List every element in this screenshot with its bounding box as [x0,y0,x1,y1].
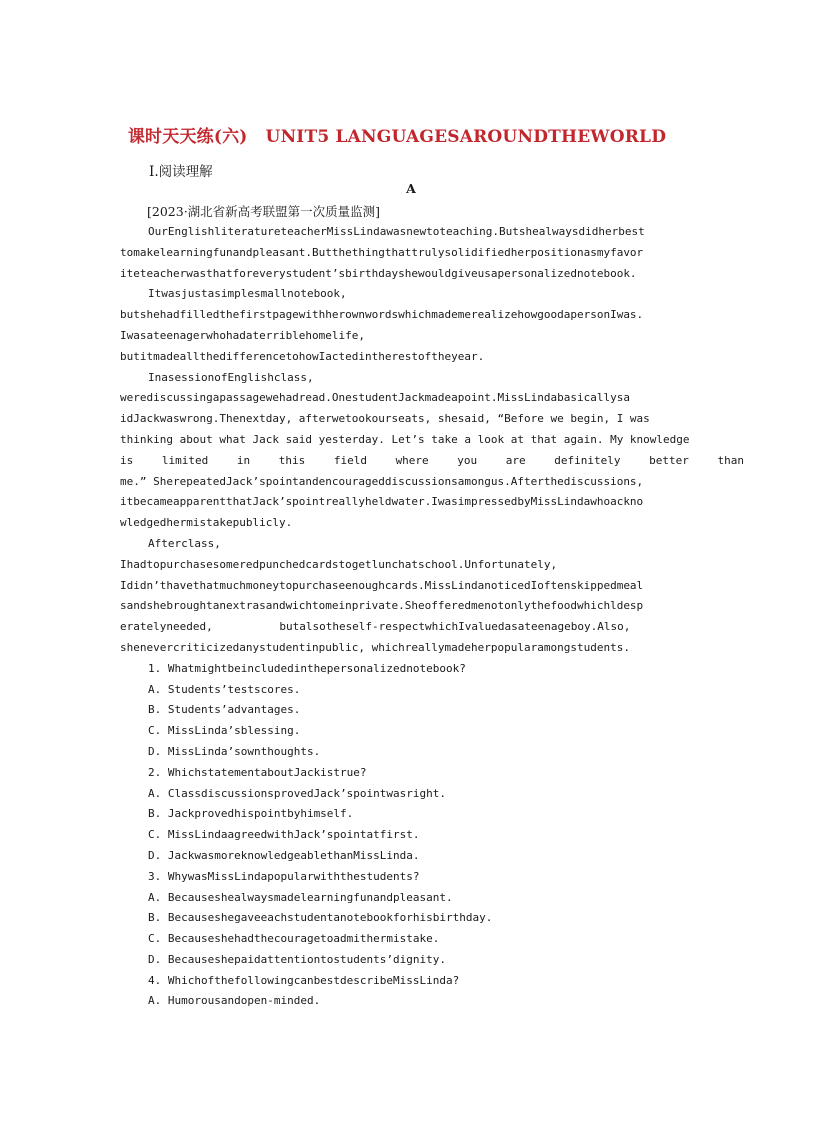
answer-option: D. Becauseshepaidattentiontostudents’dignity. [148,952,447,966]
answer-option: A. Becauseshealwaysmadelearningfunandpleasant. [148,890,453,904]
section-label: Ⅰ.阅读理解 [149,164,213,180]
page-title [0,122,794,147]
passage-body [120,222,744,1012]
answer-option: A. Students’testscores. [148,682,301,696]
passage-line: tomakelearningfunandpleasant.Butthethingthattrulysolidifiedherpositionasmyfavor [120,245,644,259]
answer-option: A. ClassdiscussionsprovedJack’spointwasright. [148,786,447,800]
title-chinese: 课时天天练(六) [127,127,248,147]
passage-line: Itwasjustasimplesmallnotebook, [148,287,347,301]
passage-label: A [406,181,416,196]
passage-line: butitmadeallthedifferencetohowIactedintherestoftheyear. [120,349,485,363]
source-citation: [2023·湖北省新高考联盟第一次质量监测] [147,204,381,219]
answer-option: D. MissLinda’sownthoughts. [148,744,321,758]
passage-line: me.” SherepeatedJack’spointandencourageddiscussionsamongus.Afterthediscussions, [120,474,644,488]
passage-line: wledgedhermistakepublicly. [120,516,293,530]
passage-line: OurEnglishliteratureteacherMissLindawasnewtoteaching.Butshealwaysdidherbest [148,225,645,238]
answer-option: C. MissLinda’sblessing. [148,724,301,738]
title-unit: UNIT5 LANGUAGESAROUNDTHEWORLD [265,127,667,147]
passage-line: Iwasateenagerwhohadaterriblehomelife, [120,328,366,342]
passage-line: InasessionofEnglishclass, [148,370,314,384]
passage-line: itbecameapparentthatJack’spointreallyheldwater.IwasimpressedbyMissLindawhoackno [120,495,644,509]
answer-option: B. Jackprovedhispointbyhimself. [148,807,354,821]
answer-option: C. Becauseshehadthecouragetoadmithermistake. [148,932,440,946]
passage-line: Ididn’thavethatmuchmoneytopurchaseenoughcards.MissLindanoticedIoftenskippedmeal [120,578,644,592]
answer-option: D. JackwasmoreknowledgeablethanMissLinda. [148,848,420,862]
question-stem: 4. WhichofthefollowingcanbestdescribeMissLinda? [148,973,460,987]
passage-line: shenevercriticizedanystudentinpublic, whichreallymadeherpopularamongstudents. [120,640,630,654]
passage-line: iteteacherwasthatforeverystudent’sbirthdayshewouldgiveusapersonalizednotebook. [120,266,637,280]
answer-option: A. Humorousandopen-minded. [148,994,321,1008]
answer-option: B. Becauseshegaveeachstudentanotebookforhisbirthday. [148,911,493,925]
question-stem: 2. WhichstatementaboutJackistrue? [148,765,367,779]
question-stem: 3. WhywasMissLindapopularwiththestudents? [148,869,420,883]
passage-line: is limited in this field where you are definitely better than [120,453,744,467]
passage-line: Ihadtopurchasesomeredpunchedcardstogetlunchatschool.Unfortunately, [120,557,558,571]
passage-line: idJackwaswrong.Thenextday, afterwetookourseats, shesaid, “Before we begin, I was [120,412,650,426]
passage-line: butshehadfilledthefirstpagewithherownwordswhichmademerealizehowgoodapersonIwas. [120,308,644,322]
answer-option: B. Students’advantages. [148,703,301,717]
passage-line: werediscussingapassagewehadread.OnestudentJackmadeapoint.MissLindabasicallysa [120,391,630,405]
passage-line: sandshebroughtanextrasandwichtomeinprivate.Sheofferedmenotonlythefoodwhichldesp [120,599,644,613]
passage-line: thinking about what Jack said yesterday. Let’s take a look at that again. My knowledge [120,432,690,446]
question-stem: 1. Whatmightbeincludedinthepersonalizednotebook? [148,661,466,675]
answer-option: C. MissLindaagreedwithJack’spointatfirst. [148,828,420,842]
passage-line: eratelyneeded, butalsotheself-respectwhichIvaluedasateenageboy.Also, [120,620,631,634]
passage-line: Afterclass, [148,536,221,550]
